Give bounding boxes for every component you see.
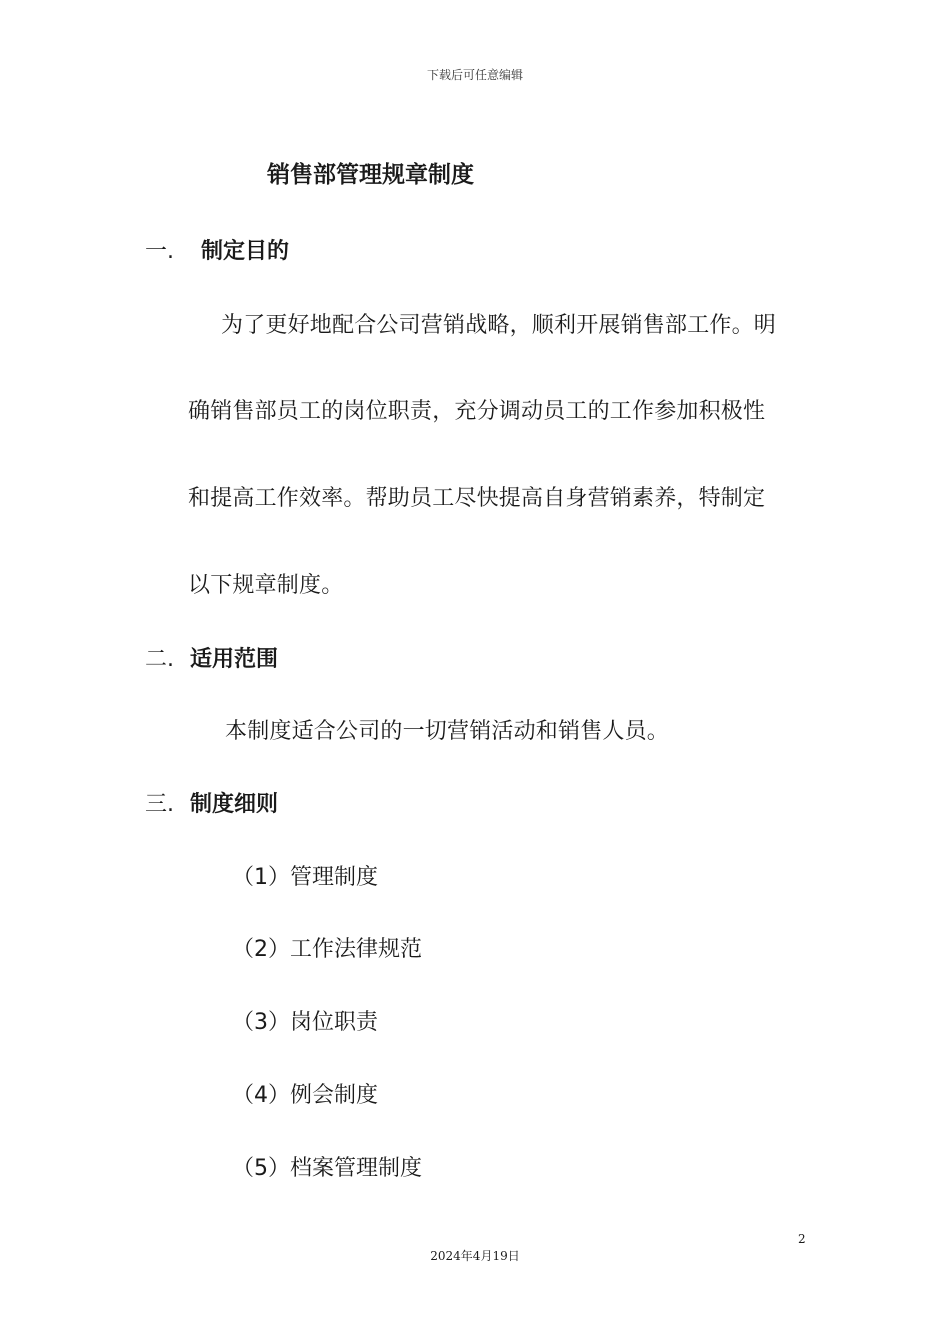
section-3-number: 三. (145, 792, 174, 817)
list-item: （3）岗位职责 (232, 1010, 378, 1035)
section-3-heading: 制度细则 (190, 792, 279, 817)
paragraph-line: 确销售部员工的岗位职责，充分调动员工的工作参加积极性 (188, 399, 766, 424)
section-2-heading: 适用范围 (190, 647, 279, 672)
list-item: （4）例会制度 (232, 1083, 378, 1108)
section-1-heading: 制定目的 (201, 239, 290, 264)
list-item: （2）工作法律规范 (232, 937, 422, 962)
paragraph-line: 和提高工作效率。帮助员工尽快提高自身营销素养，特制定 (188, 486, 766, 511)
list-item: （5）档案管理制度 (232, 1156, 422, 1181)
paragraph-line: 为了更好地配合公司营销战略，顺利开展销售部工作。明 (221, 313, 777, 338)
page-number: 2 (798, 1232, 806, 1246)
section-1-number: 一. (145, 239, 174, 264)
paragraph-line: 本制度适合公司的一切营销活动和销售人员。 (225, 719, 670, 744)
list-item: （1）管理制度 (232, 865, 378, 890)
page-header-note: 下载后可任意编辑 (426, 68, 523, 82)
section-2-number: 二. (145, 647, 174, 672)
footer-date: 2024年4月19日 (430, 1249, 520, 1263)
paragraph-line: 以下规章制度。 (188, 573, 344, 598)
document-title: 销售部管理规章制度 (267, 162, 474, 188)
